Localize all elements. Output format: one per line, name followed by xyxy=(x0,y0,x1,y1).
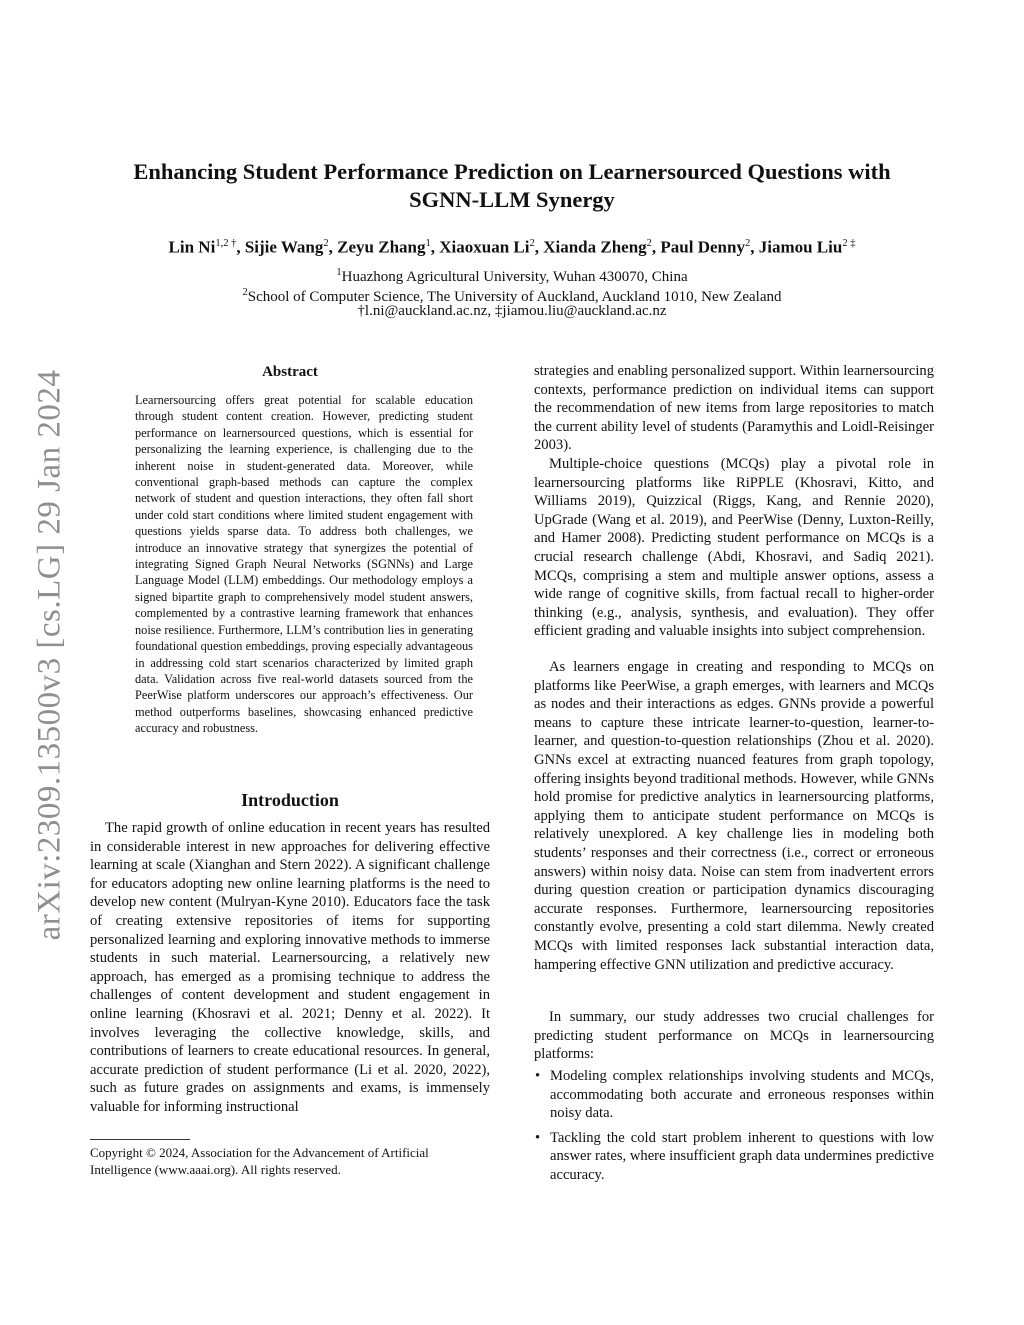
introduction-heading: Introduction xyxy=(241,790,339,810)
list-item-text: Tackling the cold start problem inherent to questions with low answer rates, where insufficient graph data undermines predictive accuracy. xyxy=(550,1129,934,1183)
introduction-paragraph: The rapid growth of online education in recent years has resulted in considerable interest in new approaches for delivering effective learning at scale (Xianghan and Stern 2022). A significant challenge for educators adopting new online learning platforms is the need to develop new content (Mulryan-Kyne 2010). Educators face the task of creating extensive repositories of items for supporting personalized learning and exploring innovative methods to immerse students in such material. Learnersourcing, a relatively new approach, has emerged as a promising technique to address the challenges of content development and student engagement in online learning (Khosravi et al. 2021; Denny et al. 2022). It involves leveraging the collective knowledge, skills, and contributions of learners to create educational resources. In general, accurate prediction of student performance (Li et al. 2020, 2022), such as future grades on assignments and exams, is immensely valuable for informing instructional xyxy=(90,820,490,1115)
bullet-marker: • xyxy=(535,1068,541,1084)
author-name: Sijie Wang xyxy=(244,237,324,257)
abstract-text: Learnersourcing offers great potential for scalable education through student content creation. However, predicting student performance on learnersourced questions, which is essential for personalizing the learning experience, is challenging due to the inherent noise in student-generated data. Moreover, while conventional graph-based methods can capture the complex network of student and question interactions, they often fall short under cold start conditions where limited student engagement with questions yields sparse data. To address both challenges, we introduce an innovative strategy that synergizes the potential of integrating Signed Graph Neural Networks (SGNNs) and Large Language Model (LLM) embeddings. Our methodology employs a signed bipartite graph to comprehensively model student answers, complemented by a contrastive learning framework that enhances noise resilience. Furthermore, LLM’s contribution lies in generating foundational question embeddings, proving especially advantageous in addressing cold start scenarios characterized by limited graph data. Validation across five real-world datasets sourced from the PeerWise platform underscores our approach’s effectiveness. Our method outperforms baselines, showcasing enhanced predictive accuracy and robustness. xyxy=(135,393,473,736)
title-line-2: SGNN-LLM Synergy xyxy=(409,187,615,212)
list-item xyxy=(534,1129,934,1185)
body-paragraph-gnns: As learners engage in creating and responding to MCQs on platforms like PeerWise, a graph emerges, with learners and MCQs as nodes and their interactions as edges. GNNs provide a powerful means to capture these intricate learner-to-question, learner-to-learner, and question-to-question relationships (Zhou et al. 2020). GNNs excel at extracting nuanced features from graph topology, offering insights beyond traditional methods. However, while GNNs hold promise for predictive analytics in learnersourcing platforms, applying them to anticipate student performance on MCQs is relatively unexplored. A key challenge lies in modeling both students’ responses and their correctness (i.e., correct or erroneous answers) within noisy data. Noise can stem from inadvertent errors during question creation or participation dynamics discouraging accurate responses. Furthermore, learnersourcing repositories constantly evolve, presenting a cold start dilemma. Newly created MCQs with limited responses lack substantial interaction data, hampering effective GNN utilization and predictive accuracy. xyxy=(534,659,935,973)
body-paragraph-summary: In summary, our study addresses two crucial challenges for predicting student performance on MCQs in learnersourcing platforms: xyxy=(534,1009,934,1063)
list-item-text: Modeling complex relationships involving students and MCQs, accommodating both accurate and erroneous responses within noisy data. xyxy=(550,1068,934,1122)
author-name: Paul Denny xyxy=(660,237,745,257)
paper-title xyxy=(90,158,934,214)
list-item xyxy=(534,1067,934,1123)
footnote-divider xyxy=(90,1139,190,1140)
author-affiliation-mark: 2 xyxy=(646,238,652,249)
abstract-heading: Abstract xyxy=(262,364,318,380)
author-name: Zeyu Zhang xyxy=(337,237,426,257)
arxiv-identifier: arXiv:2309.13500v3 [cs.LG] 29 Jan 2024 xyxy=(31,369,68,941)
author-name: Xiaoxuan Li xyxy=(439,237,530,257)
author-name: Lin Ni xyxy=(168,237,216,257)
body-paragraph-continued: strategies and enabling personalized support. Within learnersourcing contexts, performance prediction on individual items can support the recommendation of new items from large repositories to match the current ability level of students (Paramythis and Loidl-Reisinger 2003). xyxy=(534,363,934,454)
body-paragraph-mcqs: Multiple-choice questions (MCQs) play a pivotal role in learnersourcing platforms like RiPPLE (Khosravi, Kitto, and Williams 2019), Quizzical (Riggs, Kang, and Rennie 2020), UpGrade (Wang et al. 2019), and PeerWise (Denny, Luxton-Reilly, and Hamer 2008). Predicting student performance on MCQs is a crucial research challenge (Abdi, Khosravi, and Sadiq 2021). MCQs, comprising a stem and multiple answer options, assess a wide range of cognitive skills, from factual recall to higher-order thinking (e.g., analysis, synthesis, and evaluation). They offer efficient grading and valuable insights into subject comprehension. xyxy=(534,456,934,640)
challenge-list xyxy=(534,1067,934,1191)
affiliation-mark: 1 xyxy=(336,267,342,278)
author-affiliation-mark: 2 xyxy=(744,238,751,249)
author-affiliation-mark: 1 xyxy=(425,238,431,249)
author-affiliation-mark: 2 ‡ xyxy=(842,238,856,249)
author-affiliation-mark: 2 xyxy=(529,238,535,249)
affiliation-text: Huazhong Agricultural University, Wuhan 430070, China xyxy=(341,269,688,285)
copyright-footnote: Copyright © 2024, Association for the Advancement of Artificial Intelligence (www.aaai.org). All rights reserved. xyxy=(90,1145,429,1177)
title-line-1: Enhancing Student Performance Prediction on Learnersourced Questions with xyxy=(133,159,891,184)
author-name: Jiamou Liu xyxy=(758,237,843,257)
author-name: Xianda Zheng xyxy=(543,237,647,257)
affiliation-text: School of Computer Science, The University of Auckland, Auckland 1010, New Zealand xyxy=(247,289,782,305)
author-list: Lin $Ni^{1,2 \dagger}$, Sijie Wang$^2$, Zeyu Zhang$^1$, Xiaoxuan Li$^2$, Xianda Zheng$^2$, Paul Denny$^2$, Jiamou Liu$^{2 \ddagger}$ xyxy=(168,237,856,257)
affiliation-mark: 2 xyxy=(242,287,248,298)
author-affiliation-mark: 2 xyxy=(323,238,329,249)
author-emails: †l.ni@auckland.ac.nz, ‡jiamou.liu@auckland.ac.nz xyxy=(357,303,667,319)
bullet-marker: • xyxy=(535,1129,541,1146)
author-affiliation-mark: 1,2 † xyxy=(215,238,237,249)
